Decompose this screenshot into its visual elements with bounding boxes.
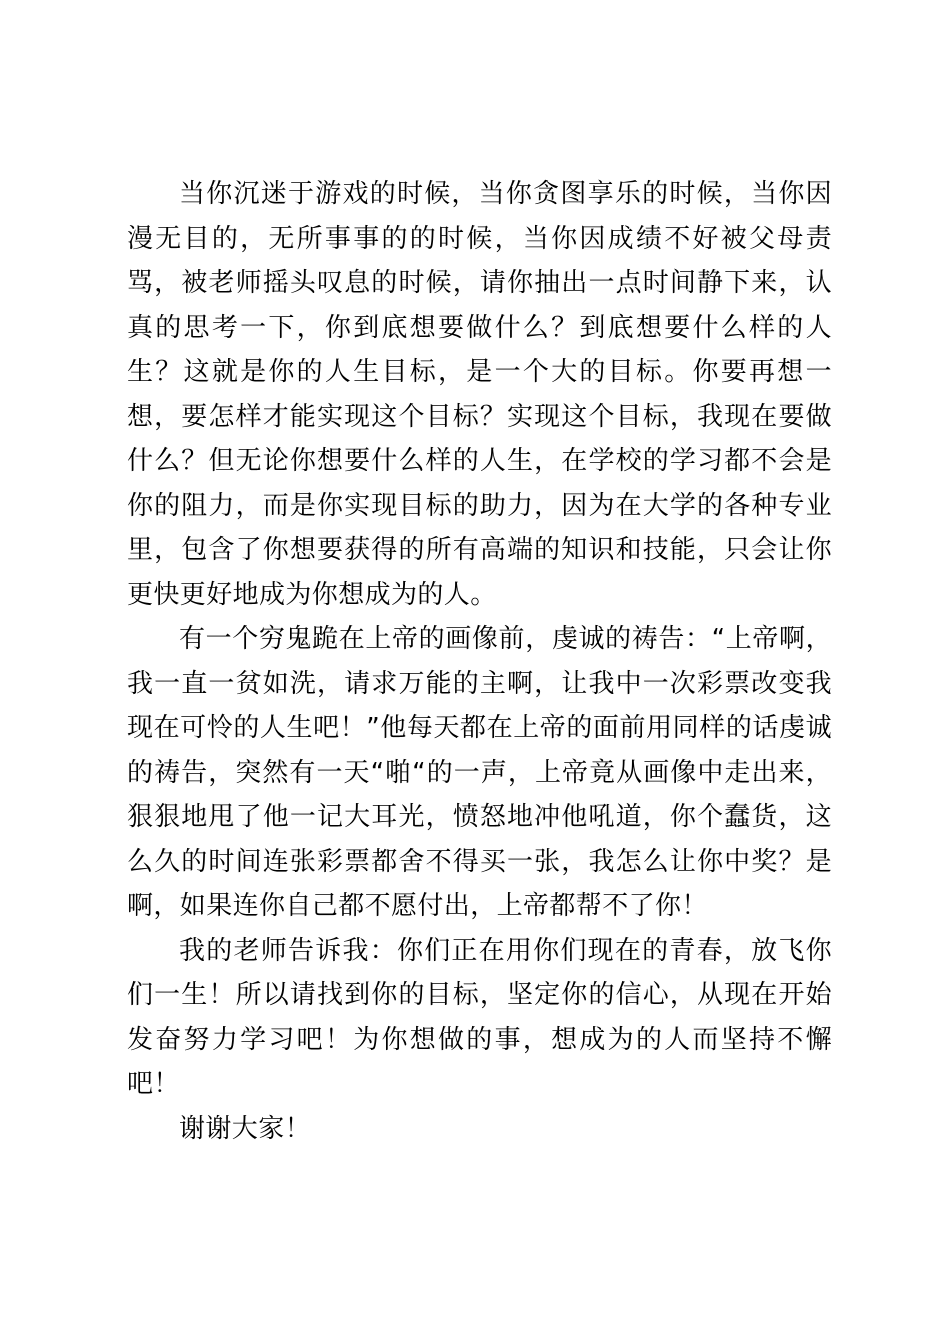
paragraph-teacher-advice: 我的老师告诉我：你们正在用你们现在的青春，放飞你们一生！所以请找到你的目标，坚定你的信心，从现在开始发奋努力学习吧！为你想做的事，想成为的人而坚持不懈吧！ bbox=[127, 935, 832, 1099]
document-body bbox=[127, 172, 832, 1151]
paragraph-thanks: 谢谢大家！ bbox=[179, 1113, 312, 1144]
paragraph-reflection: 当你沉迷于游戏的时候，当你贪图享乐的时候，当你因漫无目的，无所事事的的时候，当你因成绩不好被父母责骂，被老师摇头叹息的时候，请你抽出一点时间静下来，认真的思考一下，你到底想要做什么？到底想要什么样的人生？这就是你的人生目标，是一个大的目标。你要再想一想，要怎样才能实现这个目标？实现这个目标，我现在要做什么？但无论你想要什么样的人生，在学校的学习都不会是你的阻力，而是你实现目标的助力，因为在大学的各种专业里，包含了你想要获得的所有高端的知识和技能，只会让你更快更好地成为你想成为的人。 bbox=[127, 179, 832, 610]
paragraph-story: 有一个穷鬼跪在上帝的画像前，虔诚的祷告：“上帝啊，我一直一贫如洗，请求万能的主啊，让我中一次彩票改变我现在可怜的人生吧！”他每天都在上帝的面前用同样的话虔诚的祷告，突然有一天“啪“的一声，上帝竟从画像中走出来，狠狠地甩了他一记大耳光，愤怒地冲他吼道，你个蠢货，这么久的时间连张彩票都舍不得买一张，我怎么让你中奖？是啊，如果连你自己都不愿付出，上帝都帮不了你！ bbox=[127, 624, 832, 921]
